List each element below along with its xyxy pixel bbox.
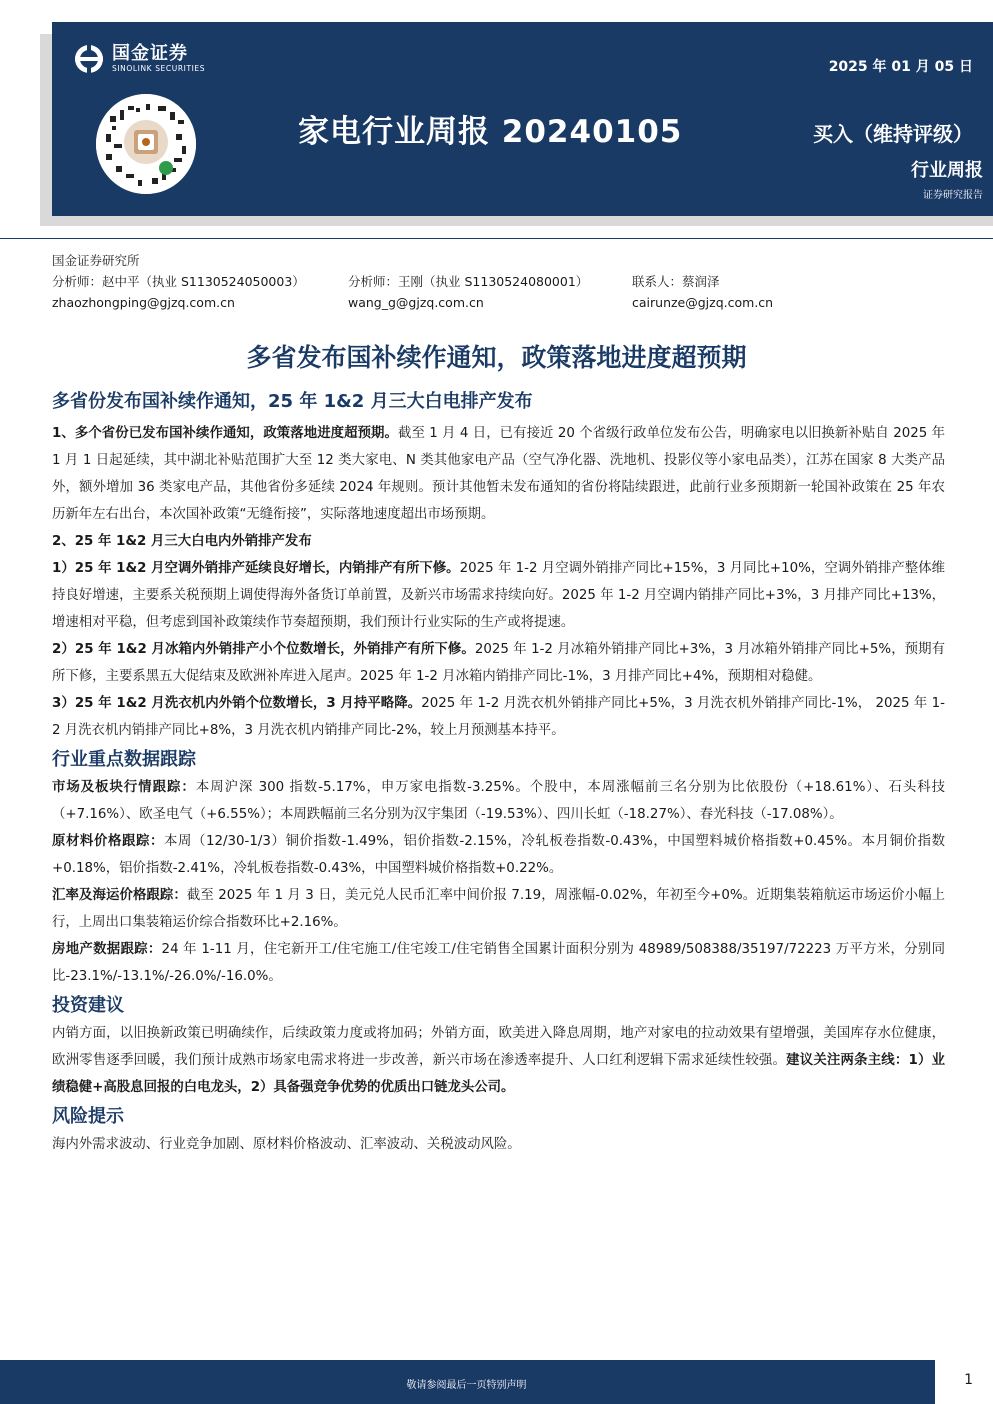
paragraph-policy (52, 420, 945, 528)
washing-machine-text: 2025 年 1-2 月洗衣机外销排产同比+5%，3 月洗衣机外销排产同比-1%， 2025 年 1-2 月洗衣机内销排产同比+8%，3 月洗衣机内销排产同比-2%，较上月预测基本持平。 (52, 696, 946, 738)
washing-machine-lead: 3）25 年 1&2 月洗衣机内外销个位数增长，3 月持平略降。 (52, 696, 422, 711)
production-heading: 2、25 年 1&2 月三大白电内外销排产发布 (52, 534, 312, 549)
section-heading-investment: 投资建议 (52, 995, 124, 1016)
footer-disclaimer-note: 敬请参阅最后一页特别声明 (406, 1380, 527, 1391)
contact-person: 联系人：蔡润泽 (632, 274, 720, 289)
paragraph-risk: 海内外需求波动、行业竞争加剧、原材料价格波动、汇率波动、关税波动风险。 (52, 1137, 521, 1152)
report-date: 2025 年 01 月 05 日 (828, 59, 973, 75)
email-1[interactable]: zhaozhongping@gjzq.com.cn (52, 295, 235, 310)
analyst-2: 分析师：王刚（执业 S1130524080001） (348, 274, 589, 289)
section-heading-data: 行业重点数据跟踪 (52, 749, 196, 770)
header-divider (0, 238, 993, 239)
refrigerator-lead: 2）25 年 1&2 月冰箱内外销排产小个位数增长，外销排产有所下修。 (52, 642, 475, 657)
qr-code-image (96, 94, 196, 194)
main-title: 多省发布国补续作通知，政策落地进度超预期 (246, 343, 747, 372)
market-text: 本周沪深 300 指数-5.17%，申万家电指数-3.25%。个股中，本周涨幅前三名分别为比依股份（+18.61%）、石头科技（+7.16%）、欧圣电气（+6.55%）；本周跌幅前三名分别为汉宇集团（-19.53%）、四川长虹（-18.27%）、春光科技（-17.08%）。 (52, 780, 946, 822)
page-number: 1 (964, 1372, 973, 1388)
report-type: 行业周报 (911, 160, 983, 181)
investment-text: 内销方面，以旧换新政策已明确续作，后续政策力度或将加码；外销方面，欧美进入降息周期，地产对家电的拉动效果有望增强，美国库存水位健康，欧洲零售逐季回暖，我们预计成熟市场家电需求将进一步改善，新兴市场在渗透率提升、人口红利逻辑下需求延续性较强。 (52, 1026, 945, 1068)
refrigerator-text: 2025 年 1-2 月冰箱外销排产同比+3%，3 月冰箱外销排产同比+5%，预期有所下修，主要系黑五大促结束及欧洲补库进入尾声。2025 年 1-2 月冰箱内销排产同比-1%，3 月排产同比+4%，预期相对稳健。 (52, 642, 945, 684)
raw-material-text: 本周（12/30-1/3）铜价指数-1.49%，铝价指数-2.15%，冷轧板卷指数-0.43%，中国塑料城价格指数+0.45%。本月铜价指数+0.18%，铝价指数-2.41%，冷轧板卷指数-0.43%，中国塑料城价格指数+0.22%。 (52, 834, 946, 876)
air-conditioner-lead: 1）25 年 1&2 月空调外销排产延续良好增长，内销排产有所下修。 (52, 561, 460, 576)
logo-en-text: SINOLINK SECURITIES (112, 64, 206, 73)
market-lead: 市场及板块行情跟踪： (52, 780, 196, 795)
investment-recommendation: 建议关注两条主线：1）业绩稳健+高股息回报的白电龙头，2）具备强竞争优势的优质出口链龙头公司。 (52, 1053, 945, 1095)
email-3[interactable]: cairunze@gjzq.com.cn (632, 295, 774, 310)
logo-mark-icon (74, 44, 104, 74)
paragraph-policy-lead: 1、多个省份已发布国补续作通知，政策落地进度超预期。 (52, 426, 398, 441)
air-conditioner-text: 2025 年 1-2 月空调外销排产同比+15%，3 月同比+10%，空调外销排产整体维持良好增速，主要系关税预期上调使得海外备货订单前置，及新兴市场需求持续向好。2025 年 1-2 月空调内销排产同比+3%，3 月排产同比+13%，增速相对平稳，但考虑到国补政策续作节奏超预期，我们预计行业实际的生产或将提速。 (52, 561, 945, 630)
exchange-rate-lead: 汇率及海运价格跟踪： (52, 888, 187, 903)
page-footer (0, 1360, 993, 1404)
company-logo (74, 44, 205, 74)
report-body (52, 390, 945, 1158)
analyst-1: 分析师：赵中平（执业 S1130524050003） (52, 274, 305, 289)
paragraph-air-conditioner (52, 555, 945, 636)
paragraph-washing-machine (52, 690, 945, 744)
paragraph-raw-material (52, 828, 945, 882)
real-estate-text: 24 年 1-11 月，住宅新开工/住宅施工/住宅竣工/住宅销售全国累计面积分别为 48989/508388/35197/72223 万平方米，分别同比-23.1%/-13.1%/-26.0%/-16.0%。 (52, 942, 945, 984)
paragraph-real-estate (52, 936, 945, 990)
raw-material-lead: 原材料价格跟踪： (52, 834, 164, 849)
paragraph-exchange-rate (52, 882, 945, 936)
page-number-box (935, 1360, 993, 1404)
paragraph-market (52, 774, 945, 828)
real-estate-lead: 房地产数据跟踪： (52, 942, 162, 957)
paragraph-refrigerator (52, 636, 945, 690)
rating-label: 买入（维持评级） (813, 122, 973, 146)
paragraph-policy-text: 截至 1 月 4 日，已有接近 20 个省级行政单位发布公告，明确家电以旧换新补贴自 2025 年 1 月 1 日起延续，其中湖北补贴范围扩大至 12 类大家电、N 类其他家电产品（空气净化器、洗地机、投影仪等小家电品类），江苏在国家 8 大类产品外，额外增加 36 类家电产品，其他省份多延续 2024 年规则。预计其他暂未发布通知的省份将陆续跟进，此前行业多预期新一轮国补政策在 25 年农历新年左右出台，本次国补政策“无缝衔接”，实际落地速度超出市场预期。 (52, 426, 945, 522)
institute-name: 国金证券研究所 (52, 253, 140, 268)
section-heading-policy: 多省份发布国补续作通知，25 年 1&2 月三大白电排产发布 (52, 391, 533, 412)
paragraph-production-heading (52, 528, 945, 555)
logo-cn-text: 国金证券 (112, 43, 188, 64)
paragraph-investment (52, 1020, 945, 1101)
report-header (52, 22, 993, 216)
report-title: 家电行业周报 20240105 (298, 114, 683, 150)
email-2[interactable]: wang_g@gjzq.com.cn (348, 295, 484, 310)
report-subtype: 证券研究报告 (923, 190, 983, 201)
section-heading-risk: 风险提示 (52, 1106, 124, 1127)
exchange-rate-text: 截至 2025 年 1 月 3 日，美元兑人民币汇率中间价报 7.19，周涨幅-0.02%，年初至今+0%。近期集装箱航运市场运价小幅上行，上周出口集装箱运价综合指数环比+2.16%。 (52, 888, 946, 930)
